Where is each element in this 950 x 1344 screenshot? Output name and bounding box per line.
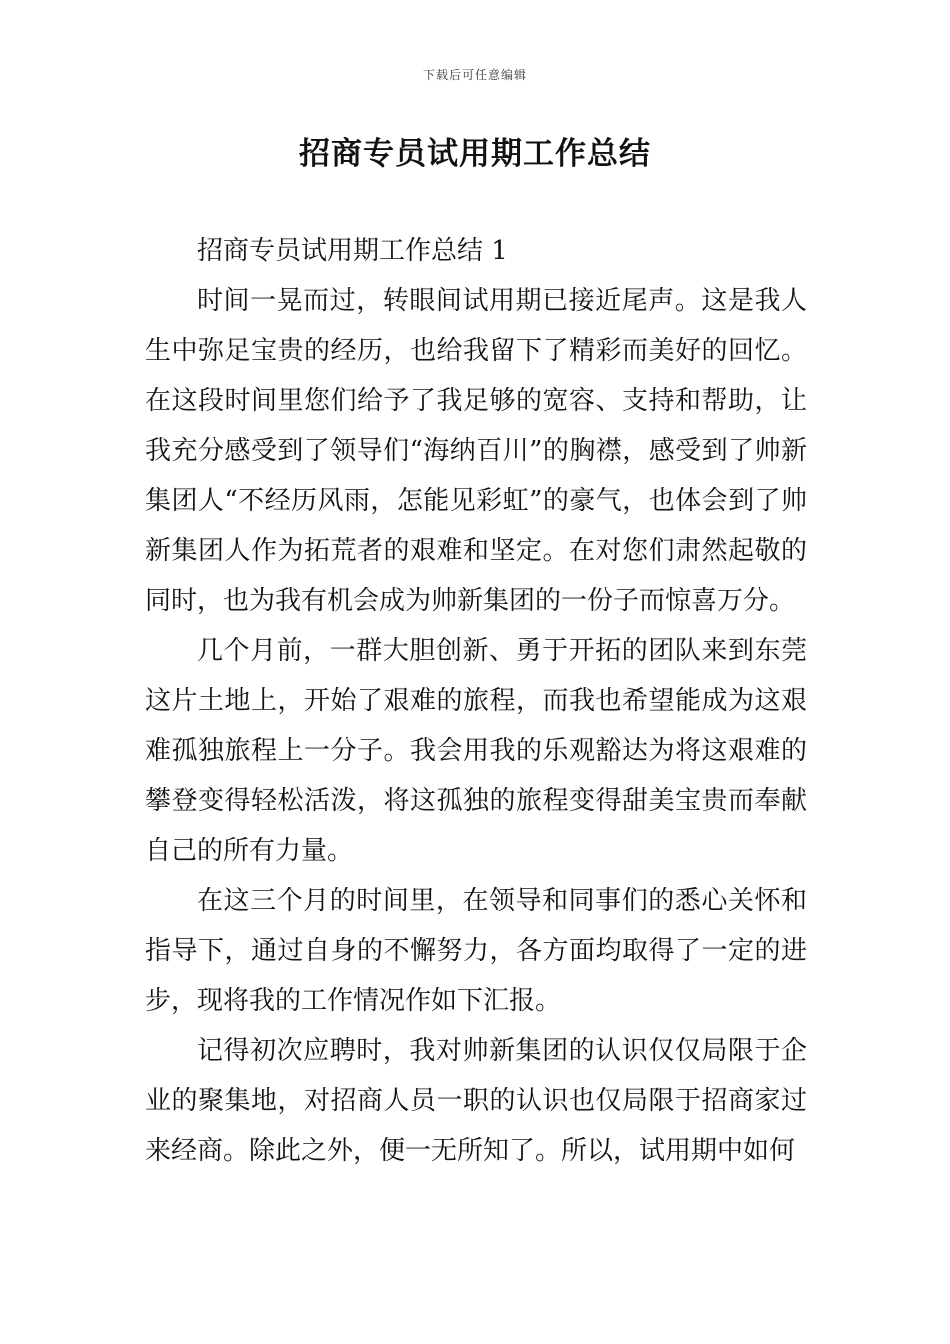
paragraph-2: 几个月前，一群大胆创新、勇于开拓的团队来到东莞这片土地上，开始了艰难的旅程，而我也希望能成为这艰难孤独旅程上一分子。我会用我的乐观豁达为将这艰难的攀登变得轻松活泼，将这孤独的旅程变得甜美宝贵而奉献自己的所有力量。: [145, 636, 807, 866]
document-title: 招商专员试用期工作总结: [299, 136, 651, 172]
paragraph-4: 记得初次应聘时，我对帅新集团的认识仅仅局限于企业的聚集地，对招商人员一职的认识也仅局限于招商家过来经商。除此之外，便一无所知了。所以，试用期中如何: [145, 1036, 807, 1166]
paragraph-1: 时间一晃而过，转眼间试用期已接近尾声。这是我人生中弥足宝贵的经历，也给我留下了精彩而美好的回忆。在这段时间里您们给予了我足够的宽容、支持和帮助，让我充分感受到了领导们“海纳百川”的胸襟，感受到了帅新集团人“不经历风雨，怎能见彩虹”的豪气，也体会到了帅新集团人作为拓荒者的艰难和坚定。在对您们肃然起敬的同时，也为我有机会成为帅新集团的一份子而惊喜万分。: [145, 286, 807, 616]
section-subheading: 招商专员试用期工作总结 1: [197, 236, 508, 266]
paragraph-3: 在这三个月的时间里，在领导和同事们的悉心关怀和指导下，通过自身的不懈努力，各方面均取得了一定的进步，现将我的工作情况作如下汇报。: [145, 886, 807, 1016]
header-note: 下载后可任意编辑: [422, 68, 527, 82]
document-body: [145, 226, 807, 1176]
